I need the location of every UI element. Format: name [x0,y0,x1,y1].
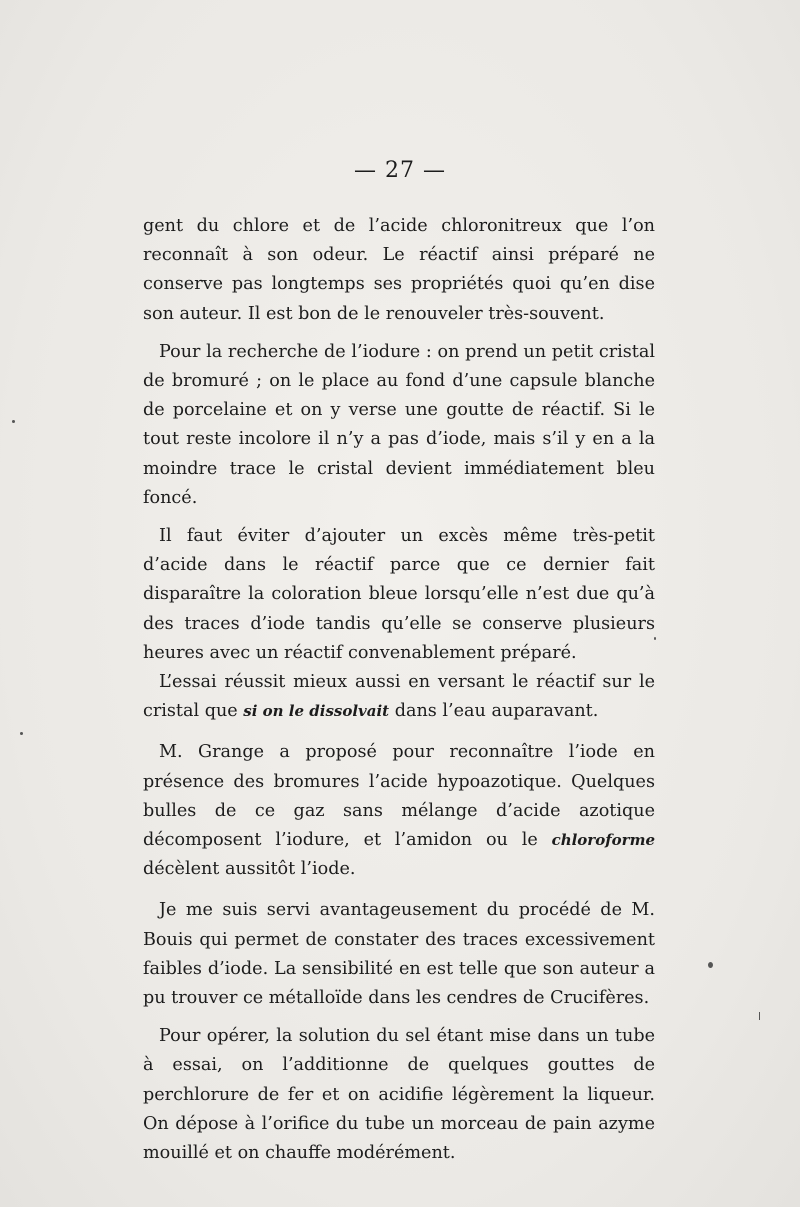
paragraph-4-italic: si on le dissolvait [243,702,390,721]
paragraph-1 [143,212,655,329]
paragraph-2 [143,338,655,513]
scan-speck [20,732,23,735]
paragraph-5-italic: chloroforme [551,831,655,850]
scan-speck [708,962,713,968]
paragraph-5-text-end: décèlent aussitôt l’iode. [143,859,356,880]
paragraph-5 [143,738,655,884]
paragraph-7 [143,1022,655,1168]
scan-speck [12,420,15,423]
scan-speck [759,1012,760,1020]
paragraph-3-text: Il faut éviter d’ajouter un excès même très-petit d’acide dans le réactif parce que ce dernier fait disparaître la coloration bleue lorsqu’elle n’est due qu’à des traces d’iode tandis qu’elle se conserve plusieurs heures avec un réactif convenablement préparé. [143,526,655,663]
paragraph-2-text: Pour la recherche de l’iodure : on prend un petit cristal de bromuré ; on le place au fond d’une capsule blanche de porcelaine et on y verse une goutte de réactif. Si le tout reste incolore il n’y a pas d’iode, mais s’il y en a la moindre trace le cristal devient immédiatement bleu foncé. [143,341,655,508]
paragraph-3 [143,522,655,668]
body-text [143,212,655,1168]
paragraph-6-text: Je me suis servi avantageusement du procédé de M. Bouis qui permet de constater des traces excessivement faibles d’iode. La sensibilité en est telle que son auteur a pu trouver ce métalloïde dans les cendres de Crucifères. [143,900,655,1009]
scan-speck [654,637,656,640]
paragraph-6 [143,896,655,1013]
page-number: — 27 — [354,158,446,183]
paragraph-4-text-end: dans l’eau auparavant. [389,701,599,722]
paragraph-7-text: Pour opérer, la solution du sel étant mise dans un tube à essai, on l’additionne de quelques gouttes de perchlorure de fer et on acidifie légèrement la liqueur. On dépose à l’orifice du tube un morceau de pain azyme mouillé et on chauffe modérément. [143,1026,655,1164]
paragraph-1-text: gent du chlore et de l’acide chloronitreux que l’on reconnaît à son odeur. Le réactif ainsi préparé ne conserve pas longtemps ses propriétés quoi qu’en dise son auteur. Il est bon de le renouveler très-souvent. [143,216,655,324]
paragraph-4-text: L’essai réussit mieux aussi en versant le réactif sur le cristal que [143,672,655,722]
paragraph-4 [143,668,655,726]
paragraph-5-text: M. Grange a proposé pour reconnaître l’iode en présence des bromures l’acide hypoazotique. Quelques bulles de ce gaz sans mélange d’acide azotique décomposent l’iodure, et l’amidon ou le [143,742,655,851]
